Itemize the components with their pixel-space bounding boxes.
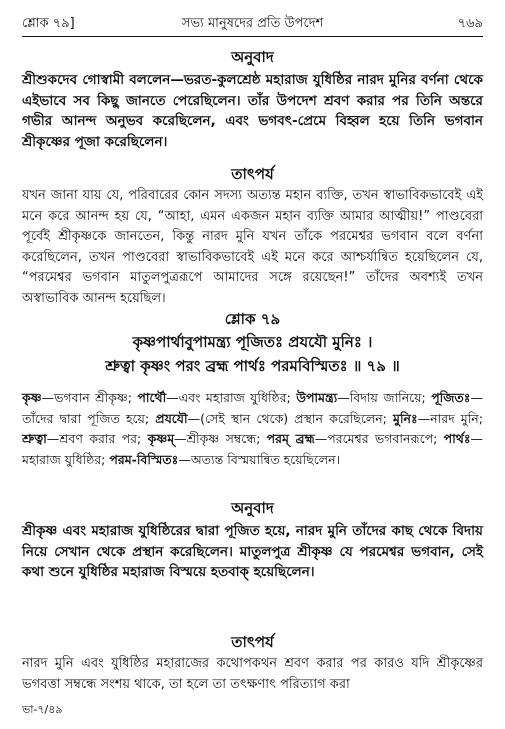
word-meaning: —তাঁদের দ্বারা পূজিত হয়ে; xyxy=(22,390,483,426)
sanskrit-word: পূজিতঃ xyxy=(431,390,471,405)
word-meaning: —পরমেশ্বর ভগবানরূপে; xyxy=(314,431,444,446)
sanskrit-word: পার্থঃ xyxy=(443,431,471,446)
translation-text-2: শ্রীকৃষ্ণ এবং মহারাজ যুধিষ্ঠিরের দ্বারা পূজিত হয়ে, নারদ মুনি তাঁদের কাছ থেকে বিদায় নিয়ে সেখান থেকে প্রস্থান করেছিলেন। মাতুলপুত্র শ্রীকৃষ্ণ যে পরমেশ্বর ভগবান, সেই কথা শুনে যুধিষ্ঠির মহারাজ বিস্ময়ে হতবাক্ হয়েছিলেন। xyxy=(22,523,483,580)
running-header xyxy=(22,14,483,36)
word-meaning: —মহারাজ যুধিষ্ঠির; xyxy=(22,431,483,467)
verse-block xyxy=(40,330,465,378)
sanskrit-word: উপামন্ত্র্য xyxy=(296,390,338,405)
word-meaning: —বিদায় জানিয়ে; xyxy=(337,390,432,405)
purport-text-2: নারদ মুনি এবং যুধিষ্ঠির মহারাজের কথোপকথন শ্রবণ করার পর কারও যদি শ্রীকৃষ্ণের ভগবত্তা সম্বন্ধে সংশয় থাকে, তা হলে তা তৎক্ষণাৎ পরিত্যাগ করা xyxy=(22,656,483,692)
purport-heading: তাৎপর্য xyxy=(231,165,274,183)
verse-heading: শ্লোক ৭৯ xyxy=(224,310,281,328)
translation-heading: অনুবাদ xyxy=(231,48,274,66)
purport-heading-2: তাৎপর্য xyxy=(231,633,274,651)
verse-line-2: শ্রুত্বা কৃষ্ণং পরং ব্রহ্ম পার্থঃ পরমবিস্মিতঃ ॥ ৭৯ ॥ xyxy=(105,357,400,375)
word-meaning: —শ্রবণ করার পর; xyxy=(46,431,148,446)
signature-mark: ভা-৭/৪৯ xyxy=(22,703,63,716)
verse-line-1: কৃষ্ণপার্থাবুপামন্ত্র্য পূজিতঃ প্রযযৌ মুনিঃ । xyxy=(132,333,373,351)
sanskrit-word: মুনিঃ xyxy=(393,410,418,426)
sanskrit-word: পরম্ ব্রহ্ম xyxy=(266,431,315,446)
sanskrit-word: পার্থৌ xyxy=(137,390,167,405)
word-meaning: —ভগবান শ্রীকৃষ্ণ; xyxy=(41,390,138,405)
purport-text: যখন জানা যায় যে, পরিবারের কোন সদস্য অত্যন্ত মহান ব্যক্তি, তখন স্বাভাবিকভাবেই এই মনে করে আনন্দ হয় যে, “আহা, এমন একজন মহান ব্যক্তি আমার আত্মীয়!” পাণ্ডবেরা পূর্বেই শ্রীকৃষ্ণকে জানতেন, কিন্তু নারদ মুনি যখন তাঁকে পরমেশ্বর ভগবান বলে বর্ণনা করেছিলেন, তখন পাণ্ডবেরা স্বাভাবিকভাবেই এই মনে করে আশ্চর্যান্বিত হয়েছিলেন যে, “পরমেশ্বর ভগবান মাতুলপুত্ররূপে আমাদের সঙ্গে রয়েছেন!” তাঁদের অবশ্যই তখন অস্বাভাবিক আনন্দ হয়েছিল। xyxy=(22,188,483,306)
sanskrit-word: পরম-বিস্মিতঃ xyxy=(109,451,179,467)
word-meanings xyxy=(22,388,483,470)
verse-reference: শ্লোক ৭৯] xyxy=(22,16,75,31)
sanskrit-word: শ্রুত্বা xyxy=(22,431,47,446)
word-meaning: —এবং মহারাজ যুধিষ্ঠির; xyxy=(166,390,297,405)
sanskrit-word: কৃষ্ণ xyxy=(22,390,42,405)
word-meaning: —নারদ মুনি; xyxy=(417,410,483,426)
chapter-title: সভ্য মানুষদের প্রতি উপদেশ xyxy=(181,16,324,31)
translation-text: শ্রীশুকদেব গোস্বামী বললেন—ভরত-কুলশ্রেষ্ঠ মহারাজ যুধিষ্ঠির নারদ মুনির বর্ণনা থেকে এইভাবে সব কিছু জানতে পেরেছিলেন। তাঁর উপদেশ শ্রবণ করার পর তিনি অন্তরে গভীর আনন্দ অনুভব করেছিলেন, এবং ভগবৎ-প্রেমে বিহ্বল হয়ে তিনি ভগবান শ্রীকৃষ্ণের পূজা করেছিলেন। xyxy=(22,72,483,150)
word-meaning: —(সেই স্থান থেকে) প্রস্থান করেছিলেন; xyxy=(187,410,393,426)
translation-heading-2: অনুবাদ xyxy=(231,499,274,517)
page-number: ৭৬৯ xyxy=(457,16,483,31)
word-meaning: —শ্রীকৃষ্ণ সম্বন্ধে; xyxy=(174,431,267,446)
header-rule xyxy=(22,36,483,37)
sanskrit-word: প্রযযৌ xyxy=(155,410,188,426)
word-meaning: —অত্যন্ত বিস্ময়ান্বিত হয়েছিলেন। xyxy=(178,451,341,467)
sanskrit-word: কৃষ্ণম্ xyxy=(147,431,175,446)
